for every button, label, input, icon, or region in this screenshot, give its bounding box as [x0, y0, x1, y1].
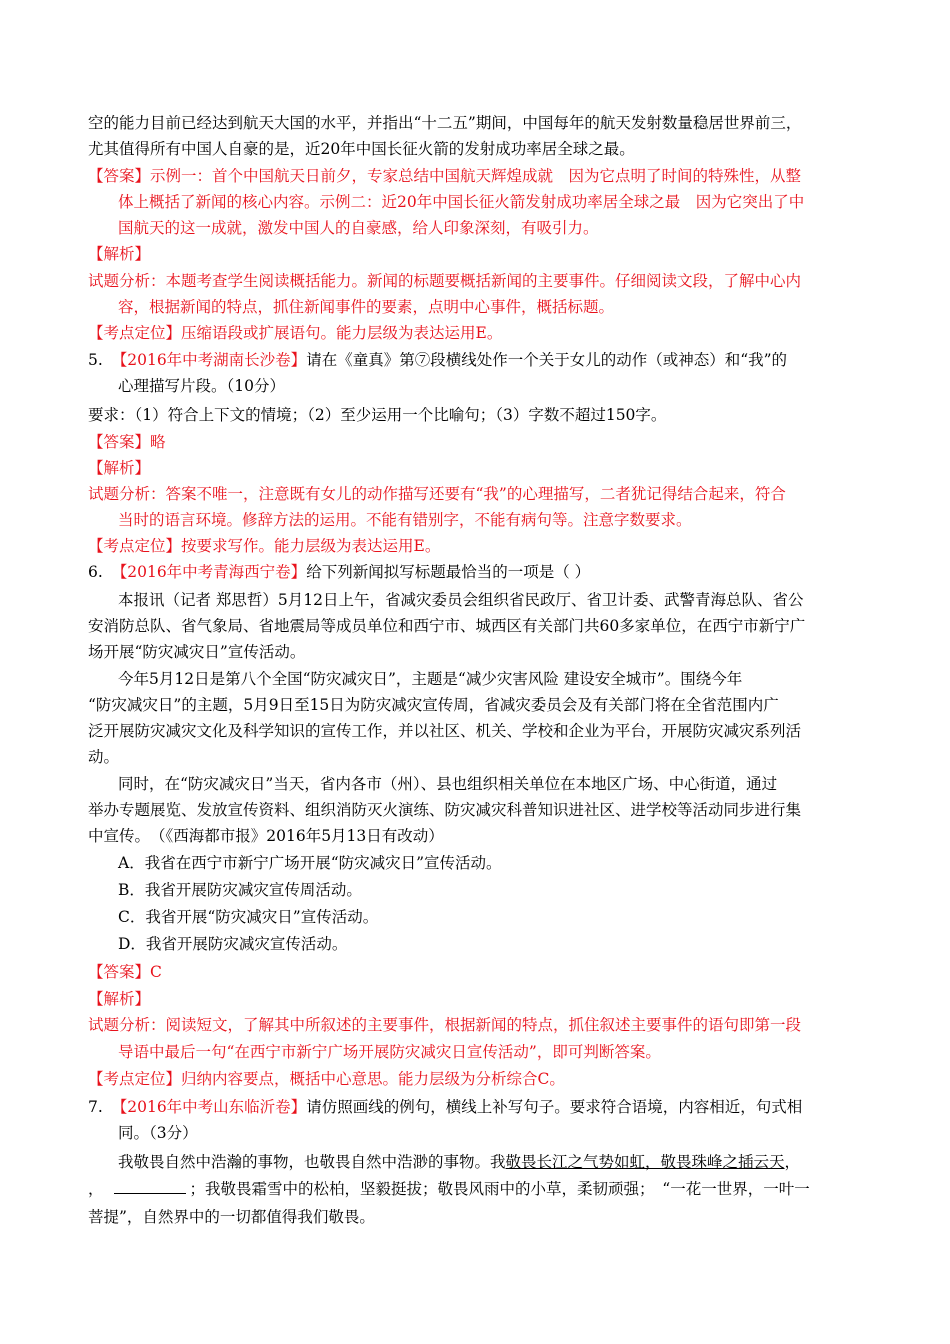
- q7-text-comma: ，: [784, 1153, 801, 1171]
- q6-answer: 【答案】C: [88, 963, 162, 981]
- q6-passage-p2-line-1: 今年5月12日是第八个全国“防灾减灾日”，主题是“减少灾害风险 建设安全城市”。围绕今年: [118, 670, 743, 688]
- q7-fill-blank[interactable]: [114, 1178, 186, 1194]
- q5-stem-line-2: 心理描写片段。（10分）: [118, 377, 285, 395]
- q6-passage-p1-line-3: 场开展“防灾减灾日”宣传活动。: [88, 643, 306, 661]
- q6-analysis-line-1: 试题分析：阅读短文，了解其中所叙述的主要事件，根据新闻的特点，抓住叙述主要事件的语句即第一段: [88, 1016, 802, 1034]
- q7-stem-line-2: 同。（3分）: [118, 1124, 198, 1142]
- q6-stem-text: 给下列新闻拟写标题最恰当的一项是（ ）: [306, 563, 591, 581]
- q6-option-c: C．我省开展“防灾减灾日”宣传活动。: [118, 908, 379, 926]
- q7-line2-rest: ；我敬畏霜雪中的松柏，坚毅挺拔；敬畏风雨中的小草，柔韧顽强； “一花一世界，一叶一: [189, 1180, 810, 1198]
- q6-option-d: D．我省开展防灾减灾宣传活动。: [118, 935, 348, 953]
- q6-option-a: A．我省在西宁市新宁广场开展“防灾减灾日”宣传活动。: [118, 854, 502, 872]
- q5-answer: 【答案】略: [88, 433, 166, 451]
- q7-number: 7.: [88, 1098, 103, 1116]
- q4-kaodian: 【考点定位】压缩语段或扩展语句。能力层级为表达运用E。: [88, 324, 503, 342]
- q5-number: 5.: [88, 351, 103, 369]
- q6-passage-p1-line-2: 安消防总队、省气象局、省地震局等成员单位和西宁市、城西区有关部门共60多家单位，在西宁市新宁广: [88, 617, 806, 635]
- q4-analysis-line-1: 试题分析：本题考查学生阅读概括能力。新闻的标题要概括新闻的主要事件。仔细阅读文段，了解中心内: [88, 272, 802, 290]
- q5-kaodian: 【考点定位】按要求写作。能力层级为表达运用E。: [88, 537, 441, 555]
- q6-passage-p3-line-3: 中宣传。 （《西海都市报》2016年5月13日有改动）: [88, 827, 444, 845]
- q7-text-line-1: [118, 1149, 800, 1175]
- q7-text-line-3: 菩提”，自然界中的一切都值得我们敬畏。: [88, 1208, 375, 1226]
- q4-jiexi-label: 【解析】: [88, 245, 151, 263]
- q6-passage-p2-line-2: “防灾减灾日”的主题，5月9日至15日为防灾减灾宣传周，省减灾委员会及有关部门将在全省范围内广: [88, 696, 779, 714]
- q6-stem: [88, 559, 590, 585]
- q7-source: 【2016年中考山东临沂卷】: [111, 1098, 307, 1116]
- intro-line-2: 尤其值得所有中国人自豪的是，近20年中国长征火箭的发射成功率居全球之最。: [88, 140, 635, 158]
- q6-passage-p2-line-4: 动。: [88, 748, 120, 766]
- q6-analysis-line-2: 导语中最后一句“在西宁市新宁广场开展防灾减灾日宣传活动”，即可判断答案。: [118, 1043, 661, 1061]
- q4-answer-line-3: 国航天的这一成就，激发中国人的自豪感，给人印象深刻，有吸引力。: [118, 219, 599, 237]
- q5-analysis-line-1: 试题分析：答案不唯一，注意既有女儿的动作描写还要有“我”的心理描写，二者犹记得结合起来，符合: [88, 485, 786, 503]
- q4-analysis-line-2: 容，根据新闻的特点，抓住新闻事件的要素，点明中心事件，概括标题。: [118, 298, 615, 316]
- q6-passage-p3-line-1: 同时，在“防灾减灾日”当天，省内各市（州）、县也组织相关单位在本地区广场、中心街道，通过: [118, 775, 778, 793]
- q6-number: 6.: [88, 563, 103, 581]
- q5-source: 【2016年中考湖南长沙卷】: [111, 351, 307, 369]
- q6-option-b: B．我省开展防灾减灾宣传周活动。: [118, 881, 362, 899]
- q7-line2-comma: ，: [88, 1180, 104, 1198]
- q7-underlined-example: 敬畏长江之气势如虹，敬畏珠峰之插云天: [505, 1153, 785, 1171]
- intro-line-1: 空的能力目前已经达到航天大国的水平，并指出“十二五”期间，中国每年的航天发射数量稳居世界前三，: [88, 114, 802, 132]
- q5-stem-line-1: [88, 347, 787, 373]
- q6-source: 【2016年中考青海西宁卷】: [111, 563, 307, 581]
- q7-stem-text: 请仿照画线的例句，横线上补写句子。要求符合语境，内容相近，句式相: [306, 1098, 803, 1116]
- q6-passage-p1-line-1: 本报讯（记者 郑思哲）5月12日上午，省减灾委员会组织省民政厅、省卫计委、武警青海总队、省公: [118, 591, 804, 609]
- q7-text-lead: 我敬畏自然中浩瀚的事物，也敬畏自然中浩渺的事物。我: [118, 1153, 506, 1171]
- q6-jiexi-label: 【解析】: [88, 990, 151, 1008]
- q6-passage-p2-line-3: 泛开展防灾减灾文化及科学知识的宣传工作，并以社区、机关、学校和企业为平台，开展防灾减灾系列活: [88, 722, 802, 740]
- q6-passage-p3-line-2: 举办专题展览、发放宣传资料、组织消防灭火演练、防灾减灾科普知识进社区、进学校等活动同步进行集: [88, 801, 802, 819]
- q7-text-line-2: [88, 1176, 810, 1202]
- q4-answer-line-2: 体上概括了新闻的核心内容。示例二：近20年中国长征火箭发射成功率居全球之最 因为它突出了中: [118, 193, 805, 211]
- q5-analysis-line-2: 当时的语言环境。修辞方法的运用。不能有错别字，不能有病句等。注意字数要求。: [118, 511, 692, 529]
- q5-stem-text: 请在《童真》第⑦段横线处作一个关于女儿的动作（或神态）和“我”的: [306, 351, 788, 369]
- q5-requirements: 要求：（1）符合上下文的情境；（2）至少运用一个比喻句；（3）字数不超过150字。: [88, 406, 667, 424]
- q6-kaodian: 【考点定位】归纳内容要点，概括中心意思。能力层级为分析综合C。: [88, 1070, 565, 1088]
- q7-stem-line-1: [88, 1094, 802, 1120]
- q4-answer-line-1: 【答案】示例一：首个中国航天日前夕，专家总结中国航天辉煌成就 因为它点明了时间的特殊性，从整: [88, 167, 802, 185]
- q5-jiexi-label: 【解析】: [88, 459, 151, 477]
